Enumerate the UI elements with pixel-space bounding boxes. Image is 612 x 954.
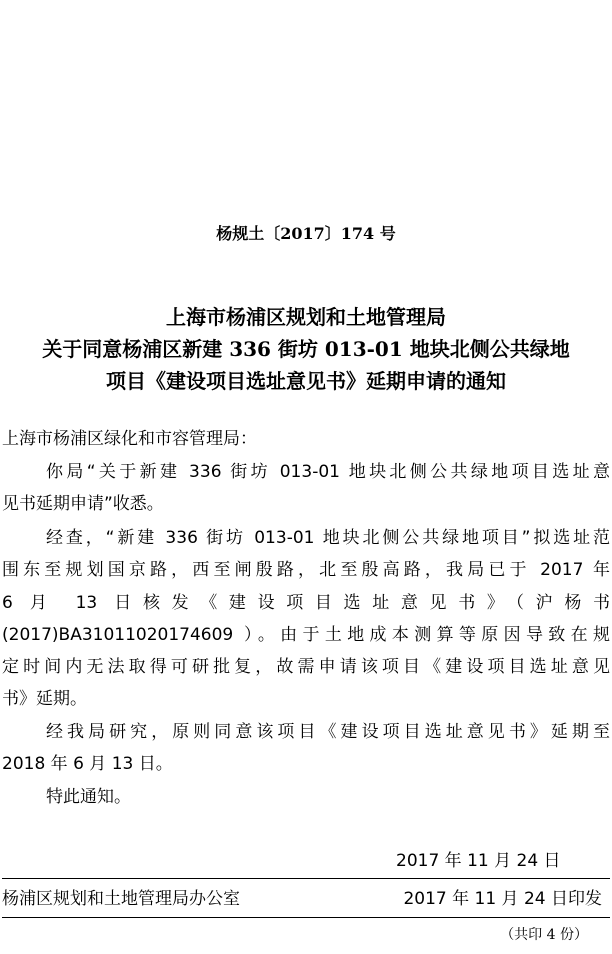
- paragraph-2-line: 经查，“新建 336 街坊 013-01 地块北侧公共绿地项目”拟选址范: [46, 528, 610, 548]
- paragraph-1-line: 你局“关于新建 336 街坊 013-01 地块北侧公共绿地项目选址意: [46, 462, 610, 482]
- paragraph-3-line: 2018 年 6 月 13 日。: [2, 754, 173, 774]
- paragraph-2-line: 定时间内无法取得可研批复，故需申请该项目《建设项目选址意见: [2, 657, 610, 677]
- paragraph-3-line: 经我局研究，原则同意该项目《建设项目选址意见书》延期至: [46, 722, 610, 742]
- paragraph-2-line: 6 月 13 日核发《建设项目选址意见书》（沪杨书: [2, 593, 610, 613]
- title-line-2: 关于同意杨浦区新建 336 街坊 013-01 地块北侧公共绿地: [42, 337, 570, 361]
- footer-bottom-rule: [2, 917, 610, 918]
- title-line-1: 上海市杨浦区规划和土地管理局: [166, 305, 446, 329]
- paragraph-2-line: 围东至规划国京路，西至闸殷路，北至殷高路，我局已于 2017 年: [2, 560, 610, 580]
- paragraph-2-line: (2017)BA31011020174609 ）。由于土地成本测算等原因导致在规: [2, 625, 610, 645]
- paragraph-1-line: 见书延期申请”收悉。: [2, 494, 164, 514]
- addressee: 上海市杨浦区绿化和市容管理局：: [2, 429, 257, 449]
- copies-count: （共印 4 份）: [500, 927, 588, 943]
- closing-line: 特此通知。: [46, 787, 131, 807]
- print-date: 2017 年 11 月 24 日印发: [403, 889, 602, 909]
- footer-top-rule: [2, 878, 610, 879]
- document-number: 杨规土〔2017〕174 号: [216, 224, 396, 243]
- paragraph-2-line: 书》延期。: [2, 689, 87, 709]
- issuing-office: 杨浦区规划和土地管理局办公室: [2, 889, 240, 909]
- title-line-3: 项目《建设项目选址意见书》延期申请的通知: [106, 369, 506, 393]
- signature-date: 2017 年 11 月 24 日: [396, 851, 561, 871]
